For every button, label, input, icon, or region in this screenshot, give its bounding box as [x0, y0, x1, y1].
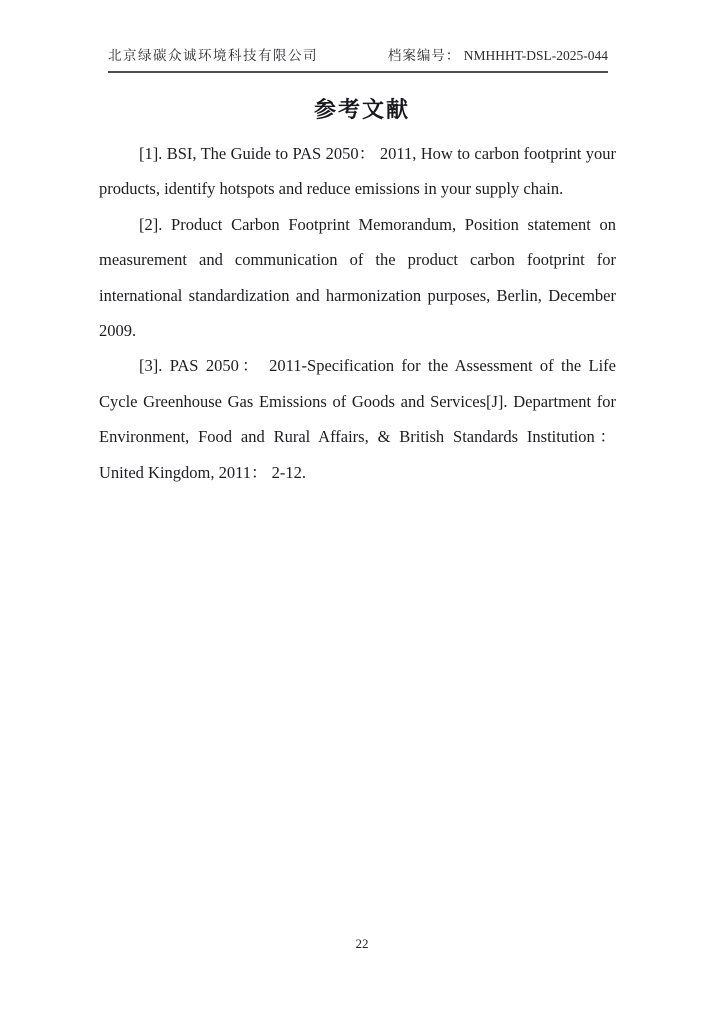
reference-item-3: [3]. PAS 2050： 2011-Specification for the Assessment of the Life Cycle Greenhouse Gas Emissions of Goods and Services[J]. Department for Environment, Food and Rural Affairs, & British Standards Institution： United Kingdom, 2011： 2-12. — [99, 356, 616, 482]
reference-item-1: [1]. BSI, The Guide to PAS 2050： 2011, How to carbon footprint your products, identify hotspots and reduce emissions in your supply chain. — [99, 144, 616, 199]
page-number: 22 — [355, 936, 369, 951]
references-title: 参考文献 — [313, 97, 410, 122]
reference-item-2: [2]. Product Carbon Footprint Memorandum, Position statement on measurement and communication of the product carbon footprint for international standardization and harmonization purposes, Berlin, December 2009. — [99, 214, 616, 341]
references-list — [99, 136, 616, 490]
header-file-number-label: 档案编号： — [387, 48, 461, 63]
header-company-name: 北京绿碳众诚环境科技有限公司 — [108, 48, 318, 63]
header-file-number — [388, 44, 608, 64]
header-file-number-value: NMHHHT-DSL-2025-044 — [463, 48, 608, 63]
page-header — [108, 44, 608, 73]
header-divider — [108, 71, 608, 73]
